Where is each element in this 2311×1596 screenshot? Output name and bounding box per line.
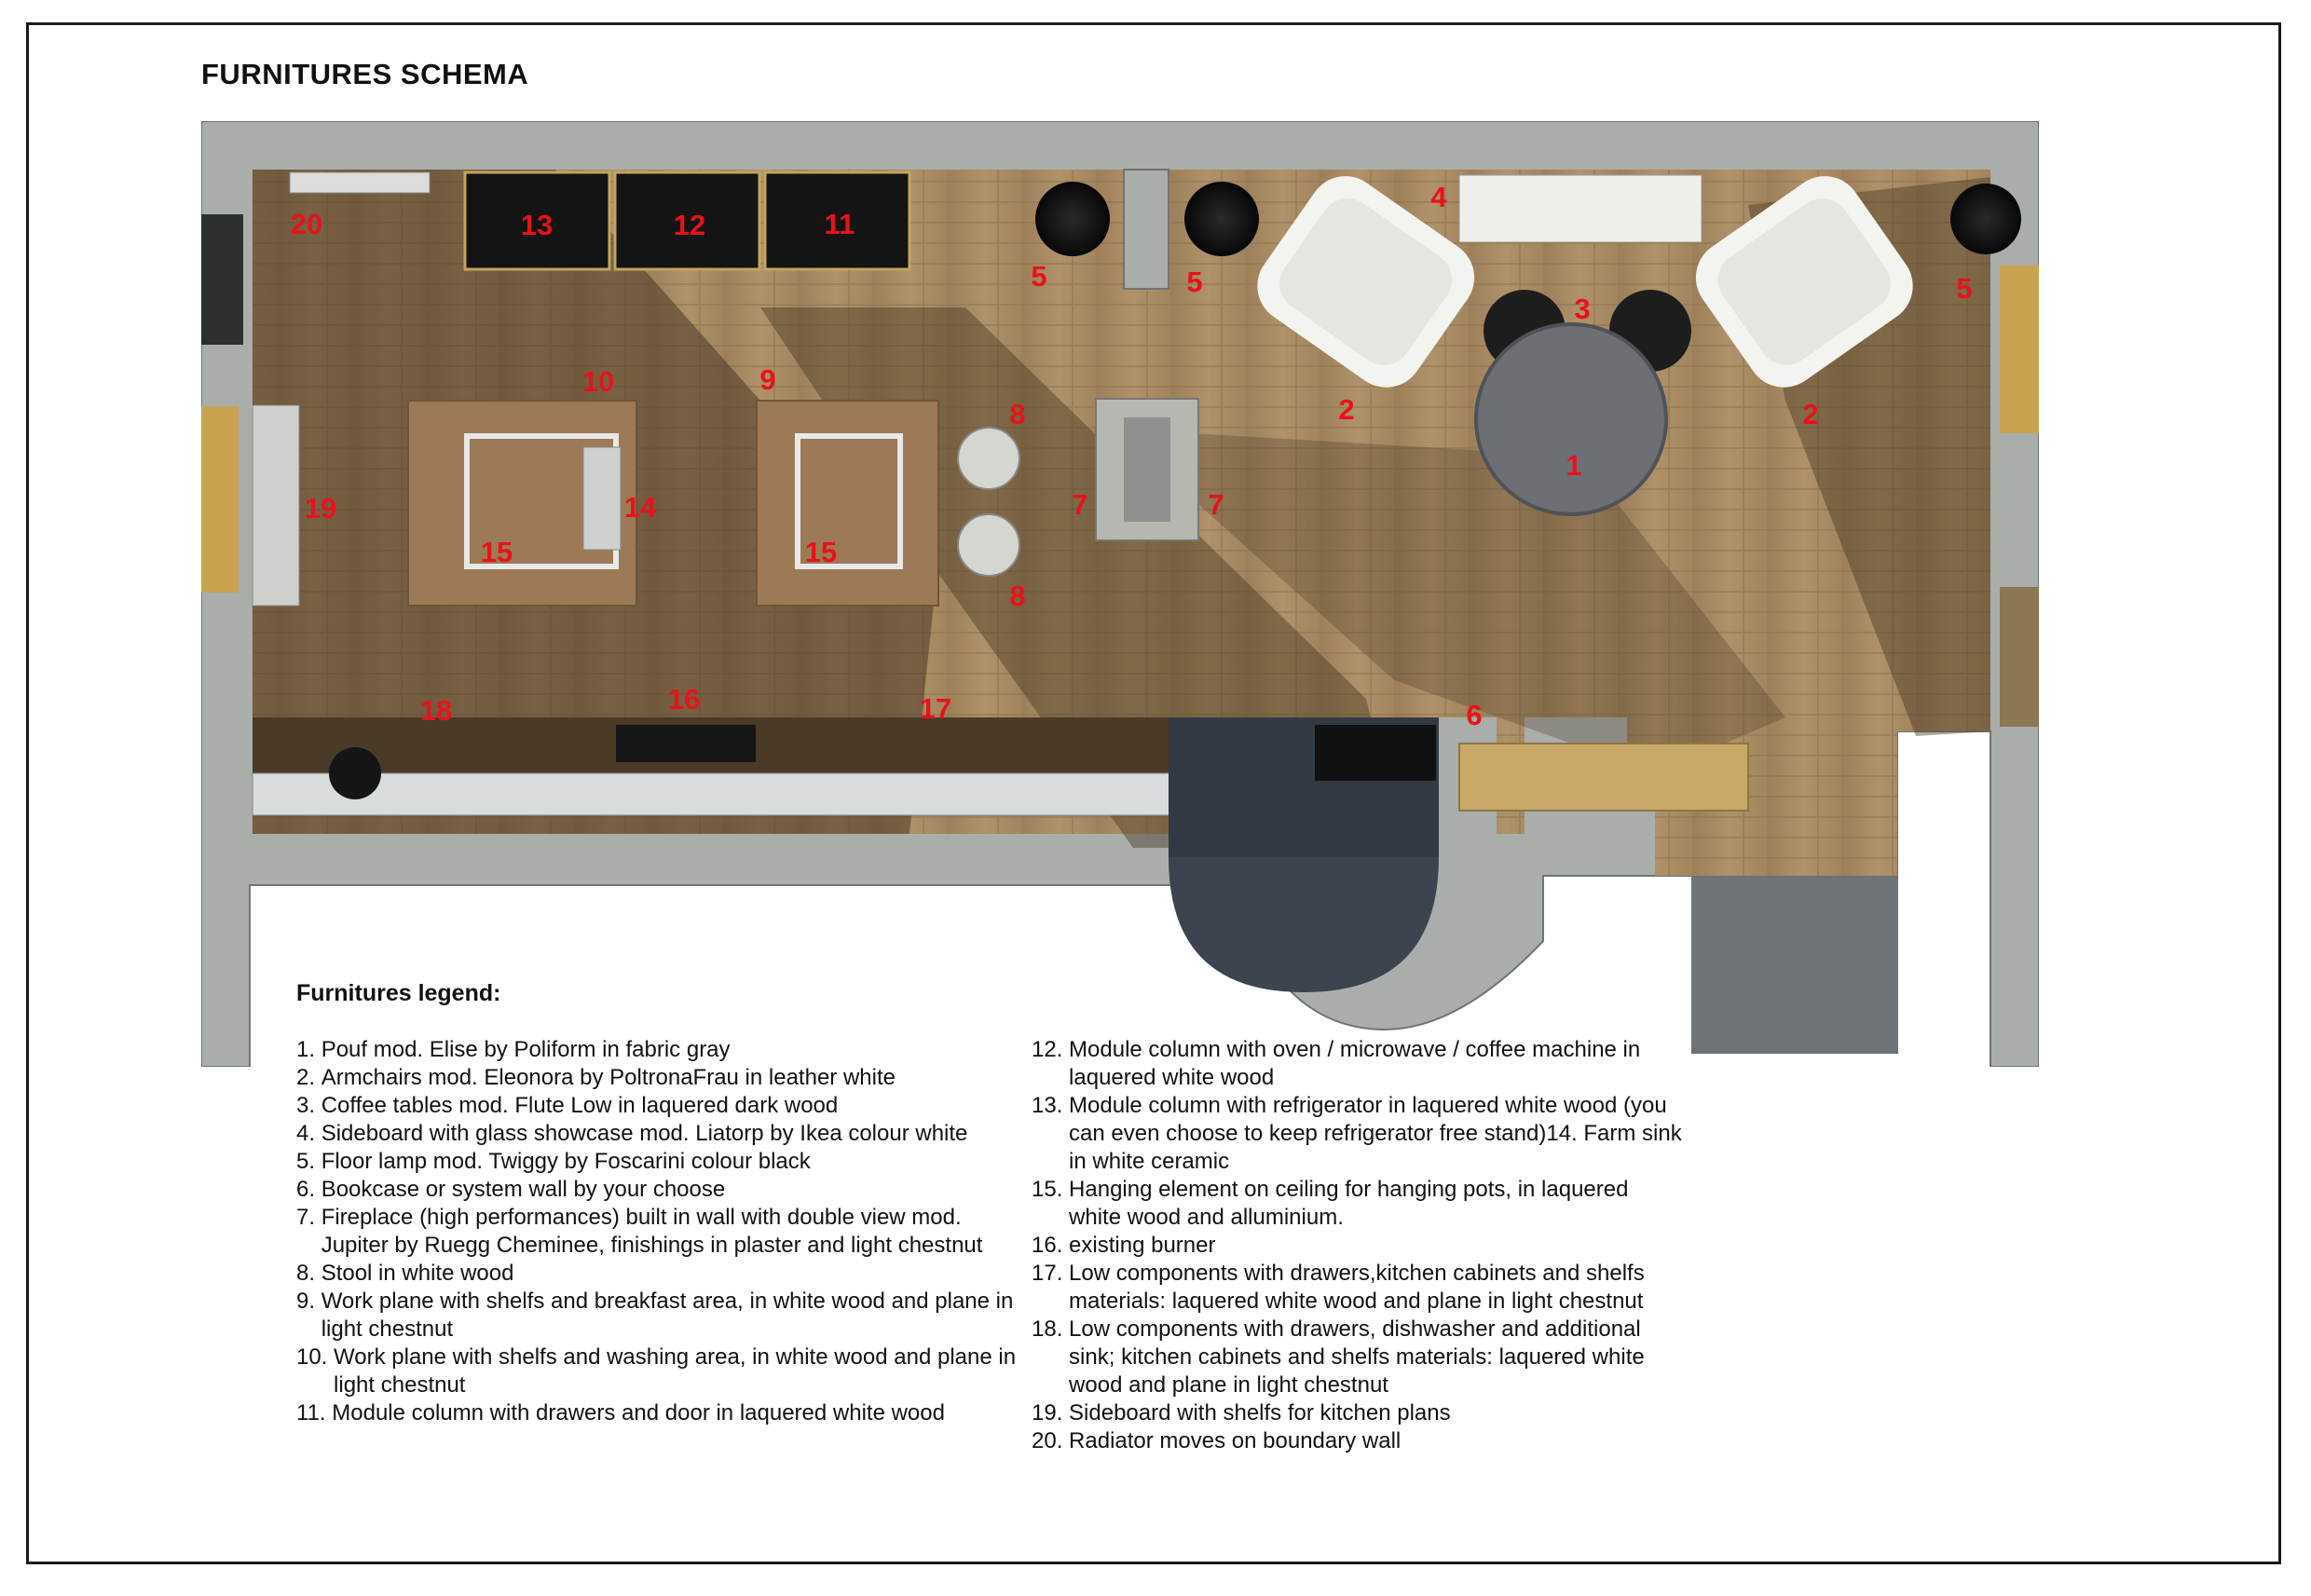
plan-label-10: 10 xyxy=(581,365,615,398)
plan-label-11: 11 xyxy=(824,208,855,240)
legend-column-left xyxy=(296,1036,1023,1427)
plan-label-19: 19 xyxy=(304,492,337,525)
legend-item: 16. existing burner xyxy=(1032,1233,1216,1258)
floor-lamp-2 xyxy=(1184,182,1259,256)
plan-label-5b: 5 xyxy=(1186,266,1203,298)
plan-label-2a: 2 xyxy=(1338,393,1355,426)
pouf xyxy=(1476,324,1666,514)
plan-label-9: 9 xyxy=(759,363,776,396)
work-plane-9 xyxy=(757,401,938,606)
plan-label-5a: 5 xyxy=(1031,260,1047,293)
legend-item: 11. Module column with drawers and door in laquered white wood xyxy=(296,1400,945,1425)
legend-item: 4. Sideboard with glass showcase mod. Liatorp by Ikea colour white xyxy=(296,1121,968,1146)
plan-label-2b: 2 xyxy=(1802,398,1819,430)
plan-label-12: 12 xyxy=(673,209,706,241)
plan-label-20: 20 xyxy=(290,208,323,240)
plan-label-7a: 7 xyxy=(1072,488,1088,521)
partition-wall xyxy=(1124,170,1169,289)
plan-label-15a: 15 xyxy=(480,536,513,568)
legend-item: 19. Sideboard with shelfs for kitchen plans xyxy=(1032,1400,1451,1425)
legend-item: 5. Floor lamp mod. Twiggy by Foscarini colour black xyxy=(296,1149,811,1174)
plan-label-14: 14 xyxy=(623,491,657,524)
legend-column-right xyxy=(1032,1036,1684,1455)
legend-item: 6. Bookcase or system wall by your choose xyxy=(296,1177,726,1202)
window-left-upper xyxy=(201,214,243,345)
plan-label-17: 17 xyxy=(919,692,952,725)
legend-item: 18. Low components with drawers, dishwasher and additional sink; kitchen cabinets and shelfs materials: laquered white wood and plane in light chestnut xyxy=(1032,1316,1645,1398)
waste-bin xyxy=(329,747,381,799)
legend-item: 9. Work plane with shelfs and breakfast area, in white wood and plane in light chestnut xyxy=(296,1289,1014,1342)
stool-1 xyxy=(958,428,1019,489)
legend-item: 7. Fireplace (high performances) built in wall with double view mod. Jupiter by Ruegg Cheminee, finishings in plaster and light chestnut xyxy=(296,1205,983,1258)
plan-label-15b: 15 xyxy=(804,536,838,568)
legend-item: 13. Module column with refrigerator in laquered white wood (you can even choose to keep refrigerator free stand)14. Farm sink in white ceramic xyxy=(1032,1093,1682,1174)
plan-label-7b: 7 xyxy=(1208,488,1224,521)
fireplace-body xyxy=(1124,417,1170,522)
floor-plan xyxy=(201,121,2039,1067)
window-right-lower xyxy=(2000,587,2039,727)
legend-heading: Furnitures legend: xyxy=(296,980,501,1006)
floor-lamp-3 xyxy=(1950,184,2021,254)
legend-item: 15. Hanging element on ceiling for hanging pots, in laquered white wood and alluminium. xyxy=(1032,1177,1629,1230)
floor-lamp-1 xyxy=(1035,182,1110,256)
plan-label-1: 1 xyxy=(1566,449,1582,482)
legend-item: 10. Work plane with shelfs and washing area, in white wood and plane in light chestnut xyxy=(296,1344,1017,1398)
floor-plan-svg xyxy=(201,121,2039,1067)
plan-label-8a: 8 xyxy=(1009,398,1026,430)
stair-landing xyxy=(1315,725,1436,781)
plan-label-16: 16 xyxy=(667,683,701,716)
legend-item: 1. Pouf mod. Elise by Poliform in fabric gray xyxy=(296,1037,731,1062)
stair-steps xyxy=(1692,876,1897,1053)
kitchen-sideboard xyxy=(253,405,299,606)
page-title: FURNITURES SCHEMA xyxy=(201,58,529,90)
legend-item: 8. Stool in white wood xyxy=(296,1261,514,1286)
legend-item: 12. Module column with oven / microwave / coffee machine in laquered white wood xyxy=(1032,1037,1641,1090)
radiator xyxy=(290,172,430,193)
plan-label-5c: 5 xyxy=(1956,272,1973,305)
legend-item: 17. Low components with drawers,kitchen cabinets and shelfs materials: laquered white wood and plane in light chestnut xyxy=(1032,1261,1645,1314)
window-left-lower xyxy=(201,406,239,593)
plan-label-18: 18 xyxy=(419,694,453,727)
farm-sink xyxy=(583,447,621,550)
plan-label-6: 6 xyxy=(1466,699,1483,731)
plan-label-8b: 8 xyxy=(1009,580,1026,612)
legend-item: 20. Radiator moves on boundary wall xyxy=(1032,1428,1402,1453)
burner xyxy=(616,725,756,762)
plan-label-4: 4 xyxy=(1430,181,1447,213)
sideboard xyxy=(1459,175,1702,242)
legend-item: 2. Armchairs mod. Eleonora by PoltronaFrau in leather white xyxy=(296,1065,896,1090)
stool-2 xyxy=(958,514,1019,576)
legend-item: 3. Coffee tables mod. Flute Low in laquered dark wood xyxy=(296,1093,839,1118)
window-right-upper xyxy=(2000,266,2039,433)
bookcase xyxy=(1459,743,1748,811)
lower-cabinets xyxy=(253,773,1184,815)
plan-label-3: 3 xyxy=(1574,293,1591,325)
plan-label-13: 13 xyxy=(520,209,554,241)
